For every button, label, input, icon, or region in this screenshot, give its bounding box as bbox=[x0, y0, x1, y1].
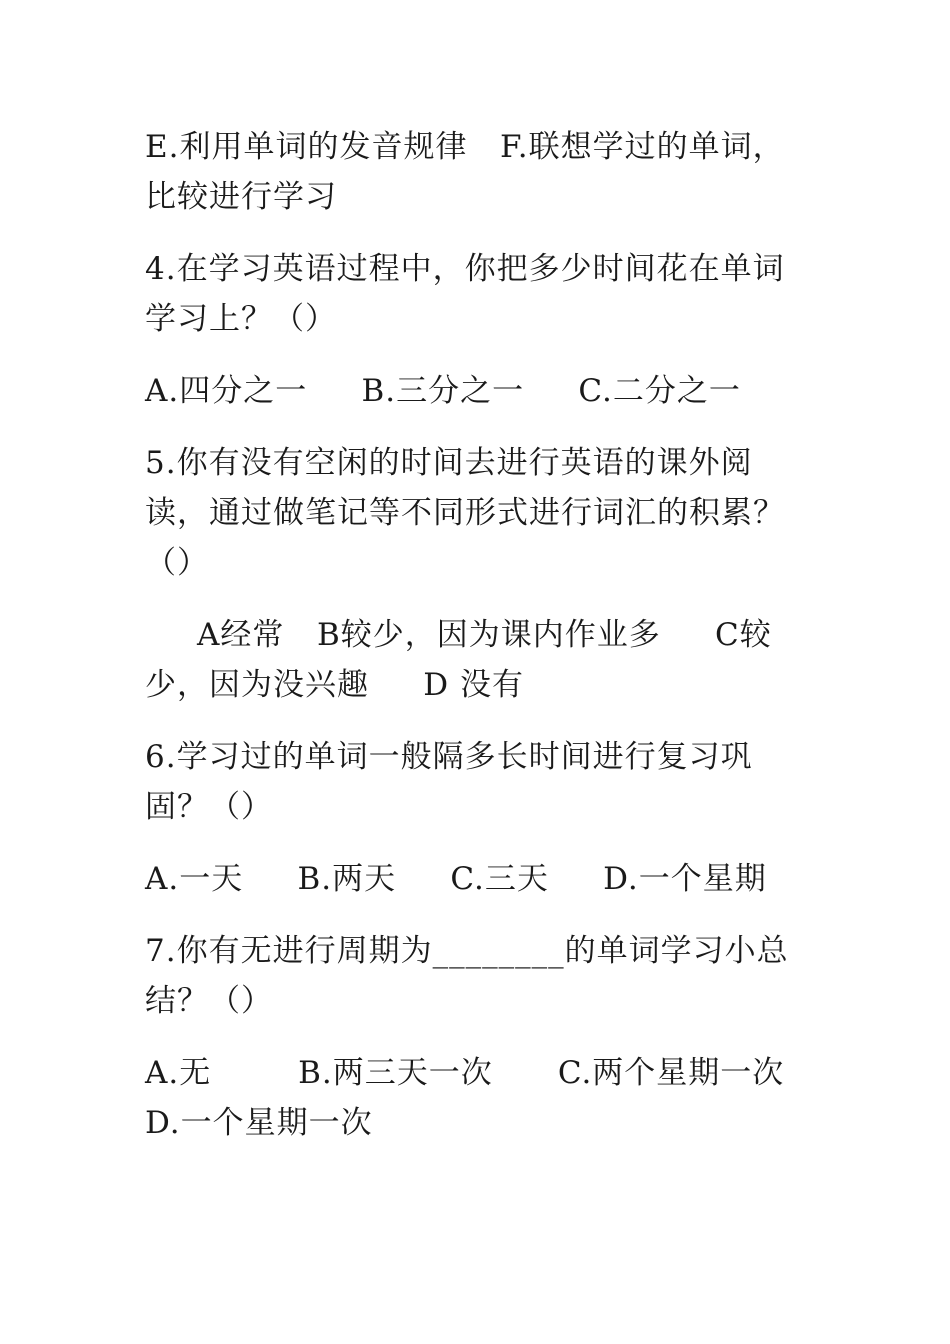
question-7-options: A.无 B.两三天一次 C.两个星期一次 D.一个星期一次 bbox=[145, 1055, 850, 1141]
question-6: 6.学习过的单词一般隔多长时间进行复习巩固？（） bbox=[145, 739, 753, 825]
question-6-options: A.一天 B.两天 C.三天 D.一个星期 bbox=[145, 861, 767, 897]
question-5-options: A经常 B较少，因为课内作业多 C较少，因为没兴趣 D 没有 bbox=[145, 617, 772, 703]
document-body bbox=[145, 122, 850, 1170]
question-4: 4.在学习英语过程中，你把多少时间花在单词学习上？（） bbox=[145, 251, 785, 337]
question-4-options: A.四分之一 B.三分之一 C.二分之一 bbox=[145, 373, 741, 409]
question-7: 7.你有无进行周期为________的单词学习小总结？（） bbox=[145, 933, 789, 1019]
question-5: 5.你有没有空闲的时间去进行英语的课外阅读，通过做笔记等不同形式进行词汇的积累？（） bbox=[145, 445, 785, 581]
paragraph-option-ef: E.利用单词的发音规律 F.联想学过的单词，比较进行学习 bbox=[145, 129, 785, 215]
